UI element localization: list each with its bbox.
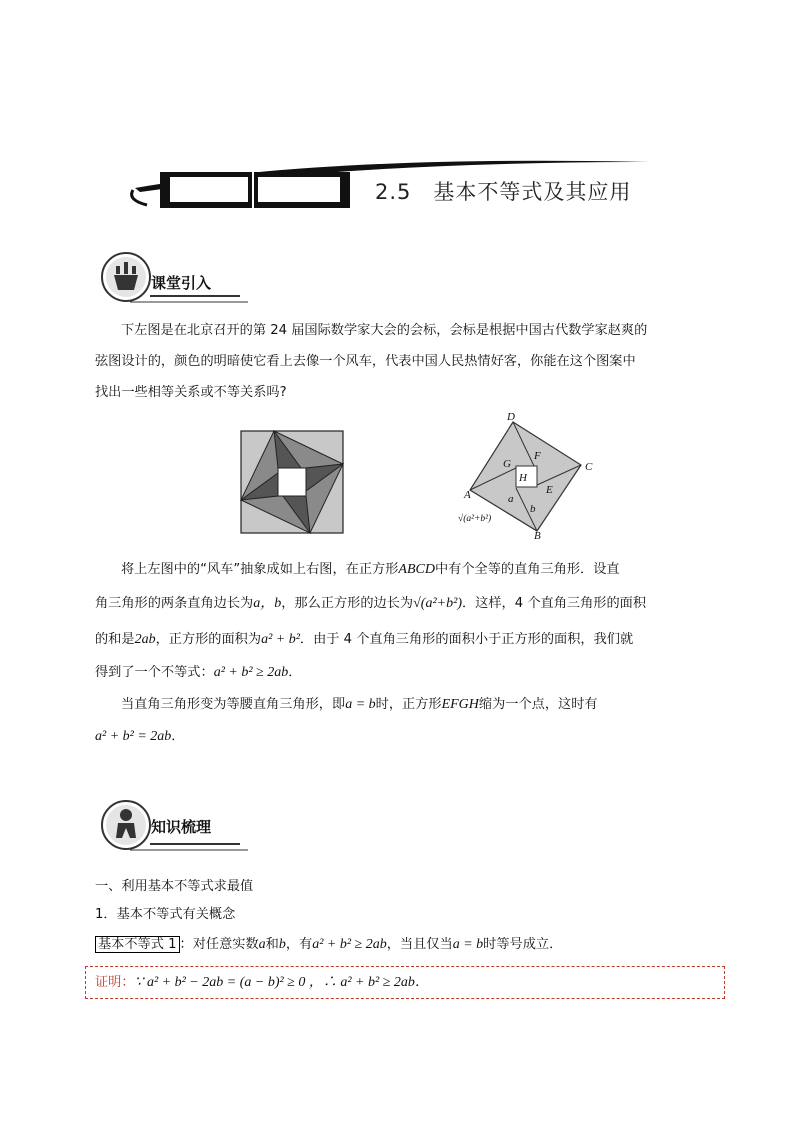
label-b: b (530, 503, 536, 515)
para2-line-4: 得到了一个不等式：a² + b² ≥ 2ab． (95, 665, 302, 680)
para2-line-1: 将上左图中的“风车”抽象成如上右图，在正方形ABCD中有个全等的直角三角形．设直 (121, 562, 620, 577)
label-side-length: √(a²+b²) (458, 514, 492, 524)
para3-line-1: 当直角三角形变为等腰直角三角形，即a = b时，正方形EFGH缩为一个点，这时有 (121, 697, 598, 712)
label-D: D (507, 411, 515, 423)
theorem-label: 基本不等式 1 (95, 936, 180, 953)
section-title-intro: 课堂引入 (151, 274, 212, 292)
proof-line (95, 971, 429, 991)
proof-text: ∵ a² + b² − 2ab = (a − b)² ≥ 0 ，∴ a² + b² ≥ 2ab． (134, 975, 429, 990)
para3-line-2: a² + b² = 2ab． (95, 729, 185, 744)
label-A: A (464, 489, 471, 501)
label-a: a (508, 493, 514, 505)
theorem-line: 基本不等式 1 ：对任意实数a和b，有a² + b² ≥ 2ab，当且仅当a = b时等号成立． (95, 935, 562, 955)
zhao-shuang-pinwheel-figure (240, 430, 344, 534)
para2-line-2: 角三角形的两条直角边长为a，b，那么正方形的边长为√(a²+b²)．这样，4 个直角三角形的面积 (95, 596, 647, 611)
intro-line-1: 下左图是在北京召开的第 24 届国际数学家大会的会标，会标是根据中国古代数学家赵爽的 (121, 323, 648, 338)
para2-line-3: 的和是2ab，正方形的面积为a² + b²．由于 4 个直角三角形的面积小于正方形的面积，我们就 (95, 632, 634, 647)
section-title-summary: 知识梳理 (151, 818, 212, 836)
label-G: G (503, 458, 511, 470)
outline-heading-1: 一、利用基本不等式求最值 (95, 879, 254, 894)
open-book-icon (160, 172, 350, 208)
proof-label: 证明： (95, 975, 135, 990)
intro-line-3: 找出一些相等关系或不等关系吗? (95, 385, 287, 400)
label-H: H (519, 472, 527, 484)
lesson-title: 2.5 基本不等式及其应用 (375, 180, 632, 204)
label-B: B (534, 530, 541, 542)
label-E: E (546, 484, 553, 496)
label-F: F (534, 450, 541, 462)
label-C: C (585, 461, 593, 473)
outline-heading-2: 1．基本不等式有关概念 (95, 907, 236, 922)
castle-icon (114, 262, 138, 290)
abstract-square-figure (450, 408, 610, 543)
intro-line-2: 弦图设计的，颜色的明暗使它看上去像一个风车，代表中国人民热情好客，你能在这个图案中 (95, 354, 636, 369)
